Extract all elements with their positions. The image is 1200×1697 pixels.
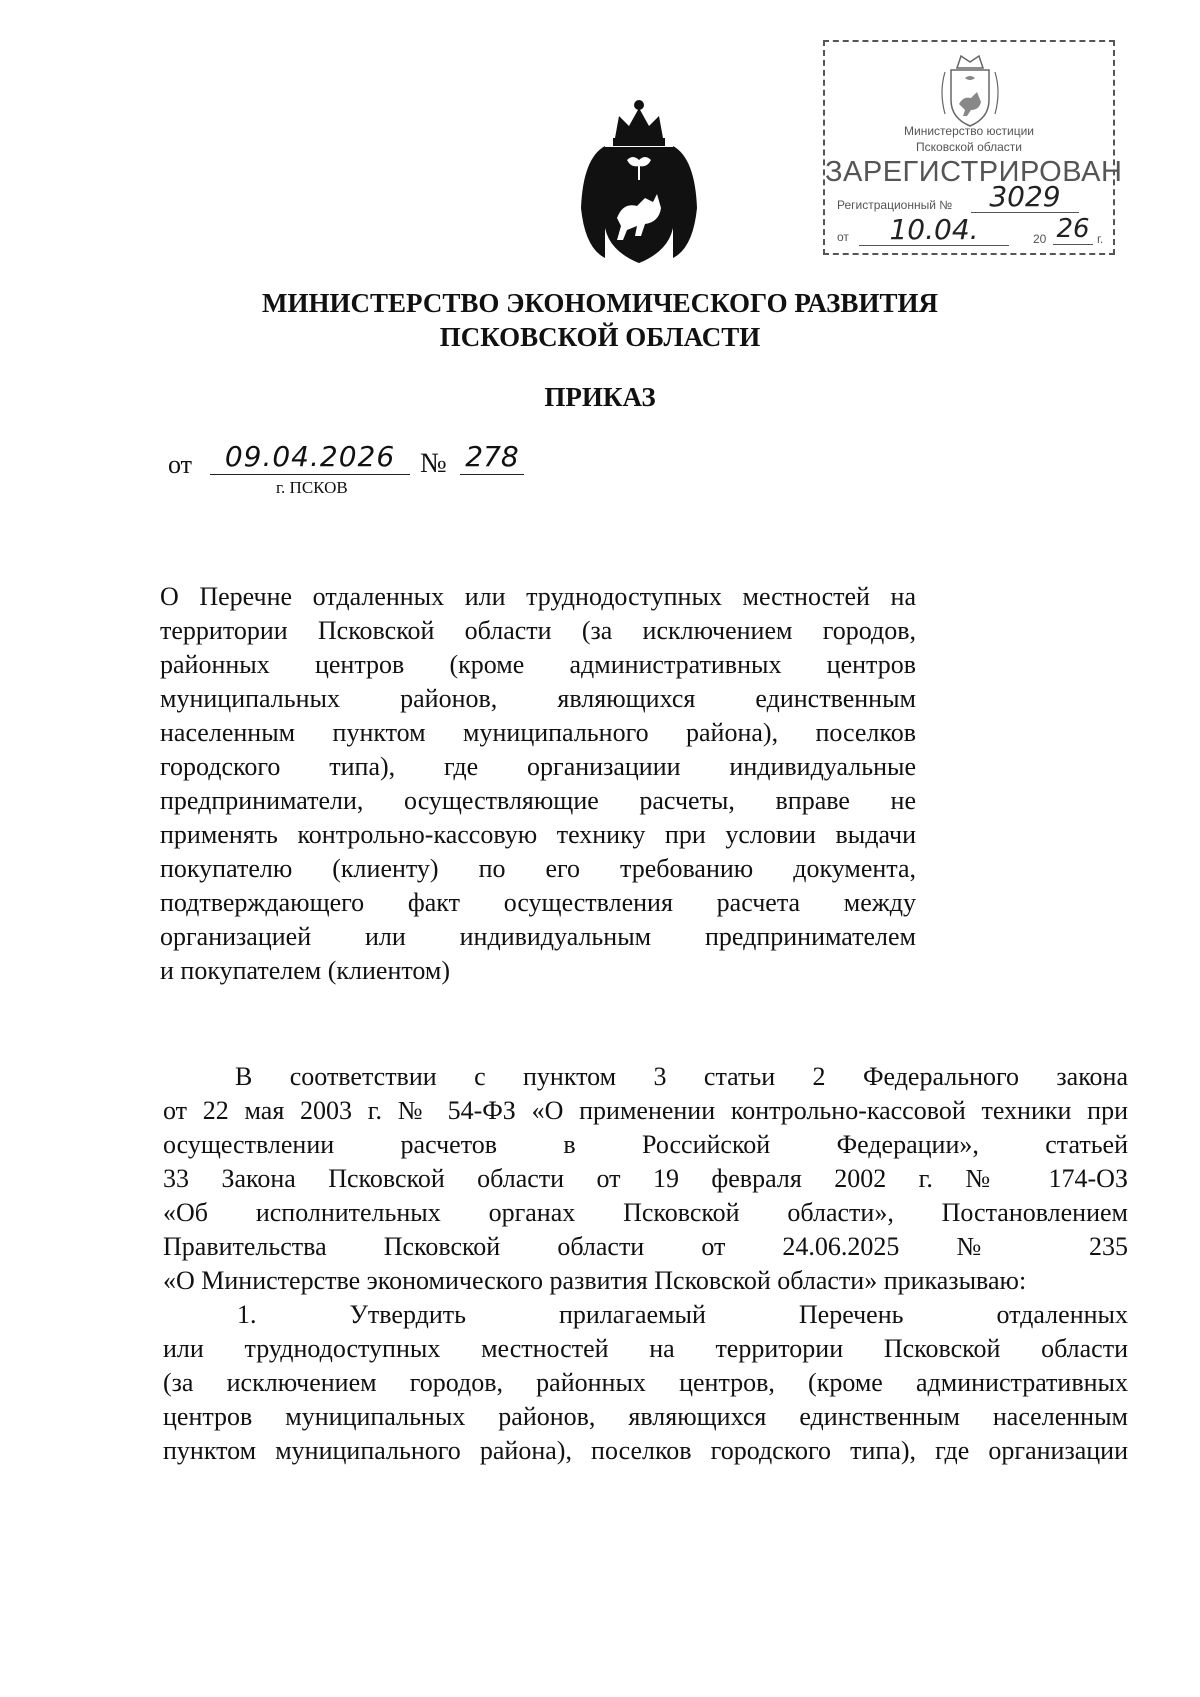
title-line: применять контрольно-кассовую технику при условии выдачи xyxy=(160,820,916,849)
title-line: городского типа), где организациии индивидуальные xyxy=(160,752,916,781)
coat-of-arms-emblem xyxy=(575,98,703,266)
document-type: ПРИКАЗ xyxy=(544,382,656,412)
body-line: «Об исполнительных органах Псковской области», Постановлением xyxy=(163,1198,1128,1227)
order-number-label: № xyxy=(420,448,447,479)
stamp-year: 26 xyxy=(1053,214,1093,245)
body-line: осуществлении расчетов в Российской Федерации», статьей xyxy=(163,1130,1128,1159)
title-line: подтверждающего факт осуществления расчета между xyxy=(160,888,916,917)
stamp-ministry-line: Министерство юстиции xyxy=(904,124,1034,138)
stamp-year-prefix: 20 xyxy=(1033,232,1047,246)
body-line: 33 Закона Псковской области от 19 февраля 2002 г. № 174-ОЗ xyxy=(163,1164,1128,1193)
ministry-name-line1: МИНИСТЕРСТВО ЭКОНОМИЧЕСКОГО РАЗВИТИЯ xyxy=(262,288,938,318)
title-line: предприниматели, осуществляющие расчеты, вправе не xyxy=(160,786,916,815)
title-line: покупателю (клиенту) по его требованию документа, xyxy=(160,854,916,883)
order-date: 09.04.2026 xyxy=(210,440,410,475)
order-number: 278 xyxy=(460,440,524,475)
title-line: О Перечне отдаленных или труднодоступных местностей на xyxy=(160,582,916,611)
title-line: организацией или индивидуальным предпринимателем xyxy=(160,922,916,951)
body-line: «О Министерстве экономического развития Псковской области» приказываю: xyxy=(163,1266,1027,1295)
body-line: или труднодоступных местностей на территории Псковской области xyxy=(163,1334,1128,1363)
title-line: муниципальных районов, являющихся единственным xyxy=(160,684,916,713)
body-line: В соответствии с пунктом 3 статьи 2 Федерального закона xyxy=(235,1062,1128,1091)
registration-stamp xyxy=(823,40,1123,255)
body-line: от 22 мая 2003 г. № 54-ФЗ «О применении контрольно-кассовой техники при xyxy=(163,1096,1128,1125)
title-line: территории Псковской области (за исключением городов, xyxy=(160,616,916,645)
title-line: и покупателем (клиентом) xyxy=(160,956,451,985)
stamp-date: 10.04. xyxy=(859,215,1009,246)
body-line: центров муниципальных районов, являющихся единственным населенным xyxy=(163,1402,1128,1431)
title-line: населенным пунктом муниципального района), поселков xyxy=(160,718,916,747)
stamp-reg-number: 3029 xyxy=(971,182,1079,213)
stamp-registered-label: ЗАРЕГИСТРИРОВАН xyxy=(825,156,1123,188)
title-line: районных центров (кроме административных центров xyxy=(160,650,916,679)
body-line: Правительства Псковской области от 24.06.2025 № 235 xyxy=(163,1232,1128,1261)
stamp-emblem-icon xyxy=(937,52,1003,128)
ministry-name-line2: ПСКОВСКОЙ ОБЛАСТИ xyxy=(439,322,761,352)
body-line: 1. Утвердить прилагаемый Перечень отдаленных xyxy=(237,1300,1128,1329)
stamp-year-suffix: г. xyxy=(1097,232,1104,246)
order-city: г. ПСКОВ xyxy=(276,478,348,497)
body-line: пунктом муниципального района), поселков городского типа), где организации xyxy=(163,1436,1128,1465)
order-from-label: от xyxy=(168,450,193,479)
stamp-from-label: от xyxy=(837,230,849,244)
stamp-reg-number-label: Регистрационный № xyxy=(837,198,953,212)
stamp-region-line: Псковской области xyxy=(916,140,1022,154)
body-line: (за исключением городов, районных центров, (кроме административных xyxy=(163,1368,1128,1397)
